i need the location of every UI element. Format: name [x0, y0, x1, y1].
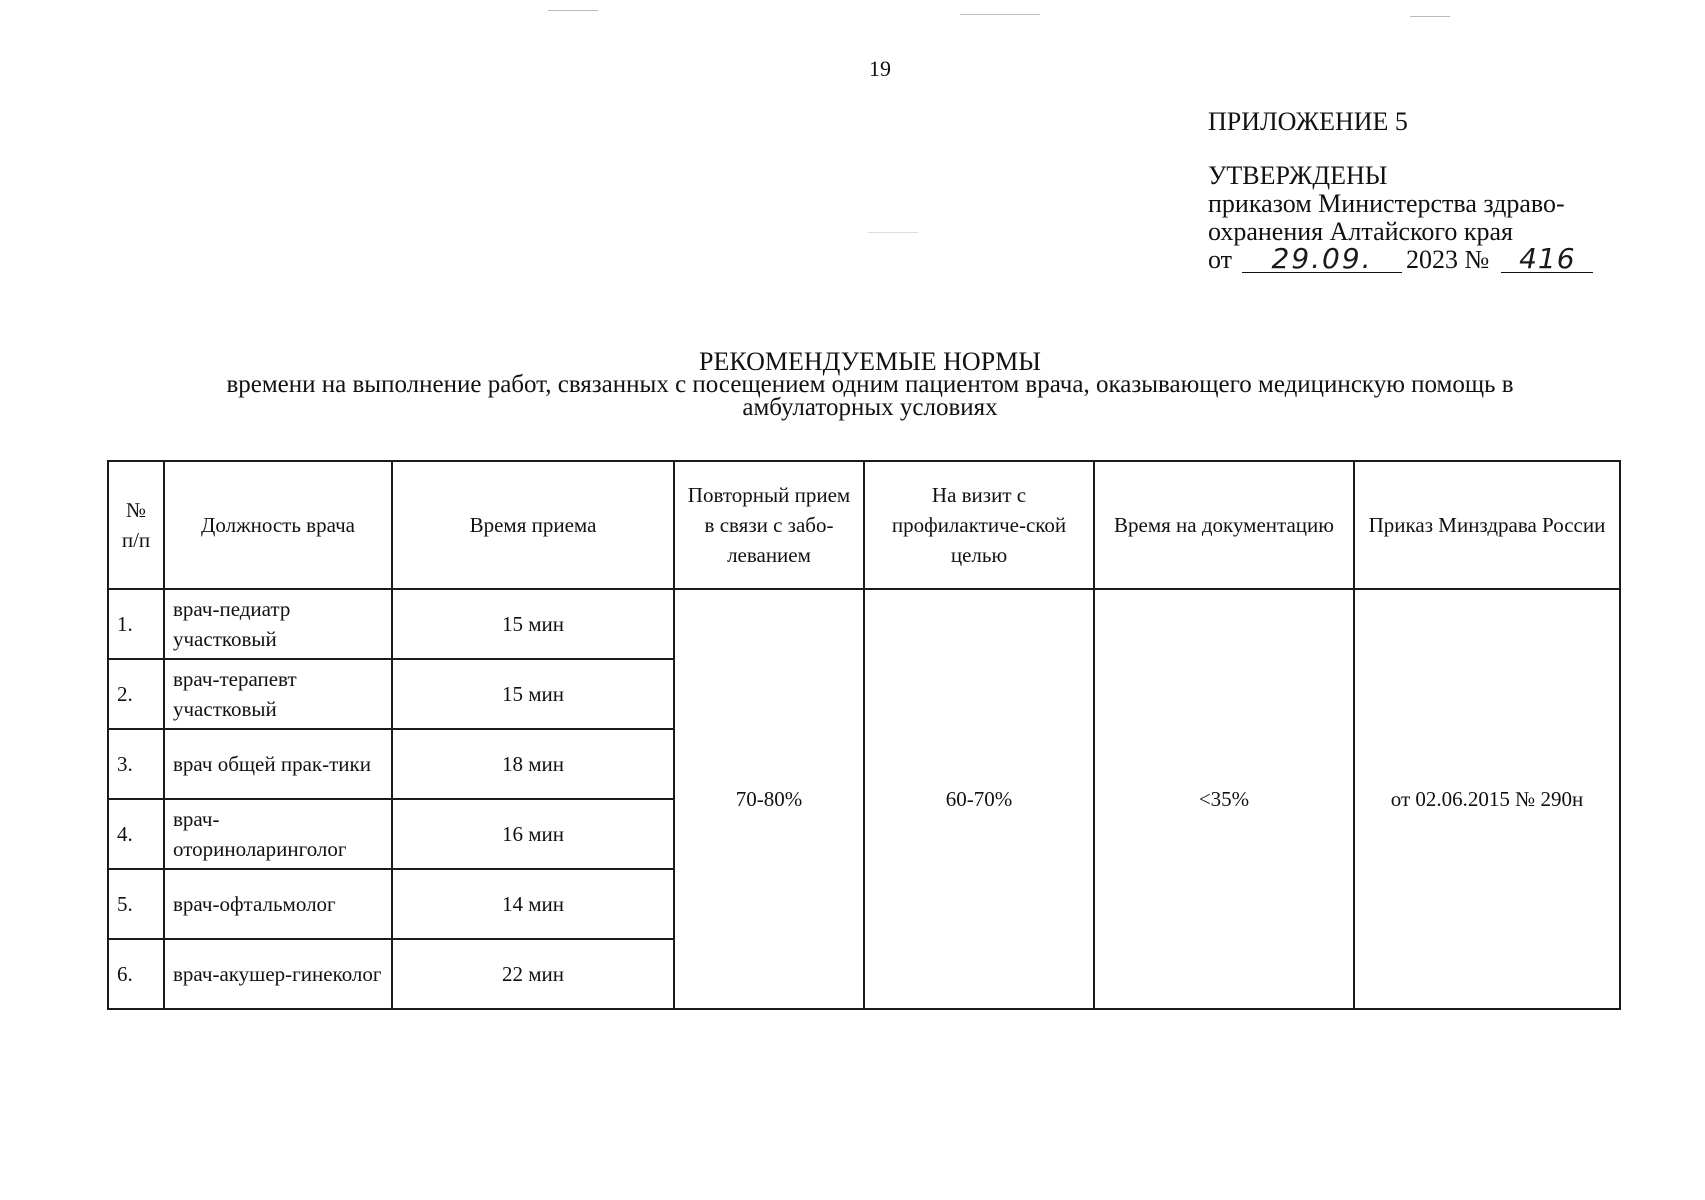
header-time: Время приема — [392, 461, 674, 589]
header-documentation-time: Время на документацию — [1094, 461, 1354, 589]
norms-table — [107, 460, 1621, 1010]
row-number: 6. — [108, 939, 164, 1009]
header-num: № п/п — [108, 461, 164, 589]
table-header-row — [108, 461, 1620, 589]
page-number: 19 — [869, 56, 891, 81]
date-prefix: от — [1208, 245, 1233, 274]
approved-label: УТВЕРЖДЕНЫ — [1208, 161, 1388, 190]
documentation-time-share: <35% — [1094, 589, 1354, 1009]
scan-artifact — [868, 232, 918, 233]
document-heading — [120, 347, 1620, 421]
appendix-label: ПРИЛОЖЕНИЕ 5 — [1208, 107, 1408, 136]
appointment-time: 22 мин — [392, 939, 674, 1009]
ministry-order-reference: от 02.06.2015 № 290н — [1354, 589, 1620, 1009]
appointment-time: 15 мин — [392, 589, 674, 659]
header-ministry-order: Приказ Минздрава России — [1354, 461, 1620, 589]
order-authority-line-1: приказом Министерства здраво- — [1208, 189, 1565, 218]
row-number: 5. — [108, 869, 164, 939]
document-subtitle-line-2: амбулаторных условиях — [742, 394, 998, 421]
row-number: 2. — [108, 659, 164, 729]
handwritten-date: 29.09. — [1242, 246, 1402, 273]
repeat-visit-share: 70-80% — [674, 589, 864, 1009]
order-date-line — [1208, 242, 1593, 275]
doctor-position: врач-оториноларинголог — [164, 799, 392, 869]
table-row — [108, 589, 1620, 659]
header-repeat-visit: Повторный прием в связи с забо-леванием — [674, 461, 864, 589]
doctor-position: врач-терапевт участковый — [164, 659, 392, 729]
doctor-position: врач-акушер-гинеколог — [164, 939, 392, 1009]
appointment-time: 16 мин — [392, 799, 674, 869]
order-year-number-label: 2023 № — [1406, 245, 1490, 274]
row-number: 4. — [108, 799, 164, 869]
document-title: РЕКОМЕНДУЕМЫЕ НОРМЫ — [699, 347, 1041, 376]
appointment-time: 18 мин — [392, 729, 674, 799]
row-number: 3. — [108, 729, 164, 799]
row-number: 1. — [108, 589, 164, 659]
appointment-time: 15 мин — [392, 659, 674, 729]
order-authority-line-2: охранения Алтайского края — [1208, 217, 1514, 246]
header-position: Должность врача — [164, 461, 392, 589]
appointment-time: 14 мин — [392, 869, 674, 939]
prophylactic-visit-share: 60-70% — [864, 589, 1094, 1009]
handwritten-order-number: 416 — [1501, 246, 1593, 273]
header-prophylactic-visit: На визит с профилактиче-ской целью — [864, 461, 1094, 589]
doctor-position: врач общей прак-тики — [164, 729, 392, 799]
doctor-position: врач-педиатр участковый — [164, 589, 392, 659]
document-subtitle-line-1: времени на выполнение работ, связанных с посещением одним пациентом врача, оказывающего медицинскую помощь в — [226, 371, 1514, 398]
approval-block — [1208, 108, 1593, 274]
scan-artifact — [548, 10, 598, 11]
scan-artifact — [1410, 16, 1450, 17]
scan-artifact — [960, 14, 1040, 15]
doctor-position: врач-офтальмолог — [164, 869, 392, 939]
